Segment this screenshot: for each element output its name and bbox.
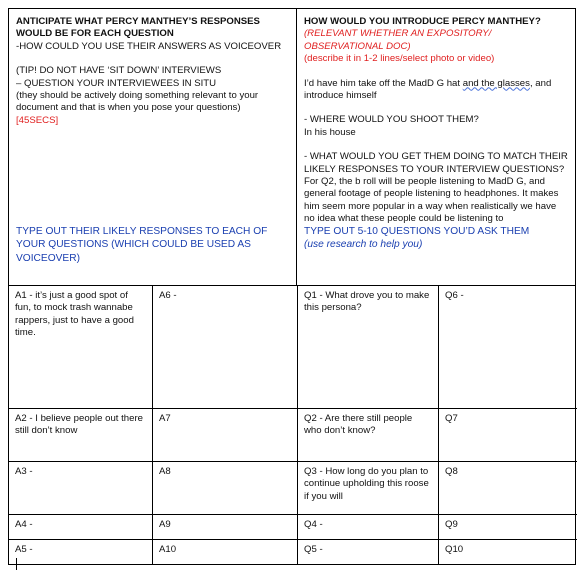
tip-line-1: (TIP! DO NOT HAVE ‘SIT DOWN’ INTERVIEWS (16, 65, 222, 77)
responses-instruction: TYPE OUT THEIR LIKELY RESPONSES TO EACH OF YOUR QUESTIONS (WHICH COULD BE USED AS VOICEOVER) (16, 226, 268, 264)
answer-cell[interactable]: A9 (153, 515, 298, 540)
questions-instruction: TYPE OUT 5-10 QUESTIONS YOU’D ASK THEM (use research to help you) (303, 226, 530, 251)
question-cell[interactable]: Q4 - (298, 515, 439, 540)
text-cursor (16, 558, 17, 570)
answer-cell[interactable]: A5 - (9, 540, 153, 564)
answer-cell[interactable]: A4 - (9, 515, 153, 540)
tip-line-3: (they should be actively doing something relevant to your document and that is when you pose your questions) (16, 90, 259, 114)
what-question: - WHAT WOULD YOU GET THEM DOING TO MATCH THEIR LIKELY RESPONSES TO YOUR INTERVIEW QUESTIONS? (303, 151, 568, 175)
intro-title: HOW WOULD YOU INTRODUCE PERCY MANTHEY? (303, 16, 541, 27)
answer-cell[interactable]: A6 - (153, 286, 298, 409)
voiceover-prompt: -HOW COULD YOU USE THEIR ANSWERS AS VOICEOVER (16, 40, 282, 52)
answer-cell[interactable]: A2 - I believe people out there still don’t know (9, 409, 153, 462)
intro-answer[interactable]: I’d have him take off the MadD G hat and the glasses, and introduce himself (303, 77, 552, 102)
answer-cell[interactable]: A7 (153, 409, 298, 462)
question-cell[interactable]: Q5 - (298, 540, 439, 564)
where-question: - WHERE WOULD YOU SHOOT THEM? (303, 114, 479, 126)
question-cell[interactable]: Q9 (439, 515, 577, 540)
planning-document (8, 8, 576, 565)
where-answer[interactable]: In his house (303, 126, 356, 138)
question-cell[interactable]: Q2 - Are there still people who don’t know? (298, 409, 439, 462)
responses-panel (9, 9, 297, 285)
question-cell[interactable]: Q8 (439, 462, 577, 515)
responses-title: ANTICIPATE WHAT PERCY MANTHEY’S RESPONSES WOULD BE FOR EACH QUESTION (16, 16, 260, 40)
what-answer[interactable]: For Q2, the b roll will be people listening to MadD G, and general footage of people listening to headphones. It makes him seem more popular in a way when realistically we have no idea what these people could be listening to (303, 176, 559, 225)
answer-cell[interactable]: A10 (153, 540, 298, 564)
question-cell[interactable]: Q7 (439, 409, 577, 462)
doc-type-note: (RELEVANT WHETHER AN EXPOSITORY/ OBSERVATIONAL DOC) (303, 28, 492, 52)
question-cell[interactable]: Q3 - How long do you plan to continue upholding this roose if you will (298, 462, 439, 515)
header-row (9, 9, 575, 286)
question-cell[interactable]: Q6 - (439, 286, 577, 409)
time-limit: [45SECS] (16, 114, 59, 126)
question-cell[interactable]: Q1 - What drove you to make this persona? (298, 286, 439, 409)
describe-note: (describe it in 1-2 lines/select photo or video) (303, 53, 495, 65)
introduction-panel (297, 9, 575, 285)
answer-cell[interactable]: A8 (153, 462, 298, 515)
question-cell[interactable]: Q10 (445, 544, 464, 555)
qa-table (9, 286, 575, 564)
tip-line-2: – QUESTION YOUR INTERVIEWEES IN SITU (16, 77, 217, 89)
answer-cell[interactable]: A1 - it’s just a good spot of fun, to mock trash wannabe rappers, just to have a good time. (9, 286, 153, 409)
answer-cell[interactable]: A3 - (9, 462, 153, 515)
